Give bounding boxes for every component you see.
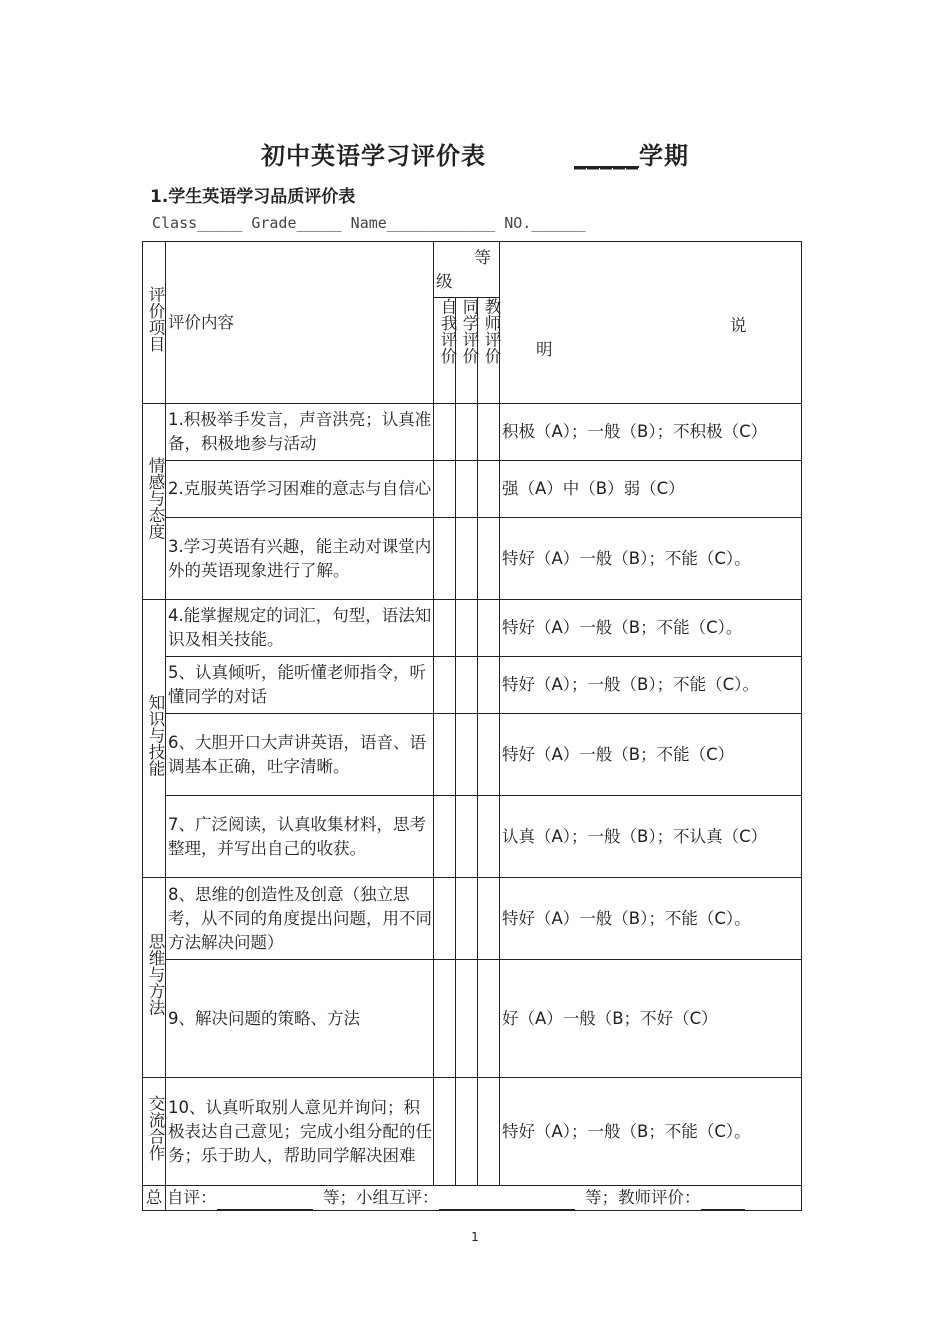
row-content: 5、认真倾听，能听懂老师指令，听懂同学的对话 bbox=[166, 657, 434, 714]
teacher-cell[interactable] bbox=[478, 600, 500, 657]
page-number: 1 bbox=[471, 1230, 479, 1244]
table-row bbox=[143, 1078, 802, 1186]
peer-cell[interactable] bbox=[456, 796, 478, 878]
group-score-blank[interactable] bbox=[439, 1191, 575, 1210]
teacher-cell[interactable] bbox=[478, 714, 500, 796]
table-row bbox=[143, 518, 802, 600]
self-cell[interactable] bbox=[434, 600, 456, 657]
student-info-line: Class_____ Grade_____ Name____________ NO.______ bbox=[152, 214, 586, 232]
table-row bbox=[143, 714, 802, 796]
peer-cell[interactable] bbox=[456, 657, 478, 714]
self-cell[interactable] bbox=[434, 714, 456, 796]
summary-content bbox=[166, 1186, 802, 1211]
table-row bbox=[143, 960, 802, 1078]
row-content: 9、解决问题的策略、方法 bbox=[166, 960, 434, 1078]
summary-teacher-label: 等；教师评价： bbox=[585, 1188, 701, 1207]
row-desc: 特好（A）一般（B；不能（C）。 bbox=[500, 600, 802, 657]
self-cell[interactable] bbox=[434, 404, 456, 461]
peer-cell[interactable] bbox=[456, 878, 478, 960]
row-desc: 特好（A）；一般（B；不能（C）。 bbox=[500, 1078, 802, 1186]
row-content: 7、广泛阅读，认真收集材料，思考整理，并写出自己的收获。 bbox=[166, 796, 434, 878]
peer-cell[interactable] bbox=[456, 714, 478, 796]
table-row bbox=[143, 404, 802, 461]
row-content: 8、思维的创造性及创意（独立思考，从不同的角度提出问题，用不同方法解决问题） bbox=[166, 878, 434, 960]
self-cell[interactable] bbox=[434, 1078, 456, 1186]
teacher-score-blank[interactable] bbox=[701, 1191, 745, 1210]
teacher-cell[interactable] bbox=[478, 657, 500, 714]
header-category: 评价项目 bbox=[143, 242, 166, 404]
row-desc: 特好（A）；一般（B）；不能（C）。 bbox=[500, 657, 802, 714]
teacher-cell[interactable] bbox=[478, 518, 500, 600]
header-grade: 等 级 bbox=[434, 242, 500, 298]
header-content: 评价内容 bbox=[166, 242, 434, 404]
peer-cell[interactable] bbox=[456, 518, 478, 600]
row-desc: 认真（A）；一般（B）；不认真（C） bbox=[500, 796, 802, 878]
row-content: 10、认真听取别人意见并询问；积极表达自己意见；完成小组分配的任务；乐于助人，帮助同学解决困难 bbox=[166, 1078, 434, 1186]
teacher-cell[interactable] bbox=[478, 960, 500, 1078]
row-content: 3.学习英语有兴趣，能主动对课堂内外的英语现象进行了解。 bbox=[166, 518, 434, 600]
row-desc: 特好（A）一般（B）；不能（C）。 bbox=[500, 878, 802, 960]
table-row bbox=[143, 600, 802, 657]
summary-row bbox=[143, 1186, 802, 1211]
title-text: 初中英语学习评价表 bbox=[261, 142, 486, 170]
self-cell[interactable] bbox=[434, 878, 456, 960]
peer-cell[interactable] bbox=[456, 600, 478, 657]
table-row bbox=[143, 657, 802, 714]
teacher-cell[interactable] bbox=[478, 878, 500, 960]
peer-cell[interactable] bbox=[456, 461, 478, 518]
category-cell: 情感与态度 bbox=[143, 404, 166, 600]
category-cell: 思维与方法 bbox=[143, 878, 166, 1078]
header-note: 说 明 bbox=[500, 242, 802, 404]
row-desc: 特好（A）一般（B；不能（C） bbox=[500, 714, 802, 796]
row-desc: 好（A）一般（B；不好（C） bbox=[500, 960, 802, 1078]
header-self: 自我评价 bbox=[434, 298, 456, 404]
teacher-cell[interactable] bbox=[478, 1078, 500, 1186]
self-cell[interactable] bbox=[434, 518, 456, 600]
self-cell[interactable] bbox=[434, 461, 456, 518]
summary-self-label: 自评： bbox=[167, 1188, 217, 1207]
table-row bbox=[143, 878, 802, 960]
row-content: 2.克服英语学习困难的意志与自信心 bbox=[166, 461, 434, 518]
summary-label: 总 bbox=[143, 1186, 166, 1211]
row-desc: 强（A）中（B）弱（C） bbox=[500, 461, 802, 518]
peer-cell[interactable] bbox=[456, 404, 478, 461]
peer-cell[interactable] bbox=[456, 1078, 478, 1186]
category-cell: 交流合作 bbox=[143, 1078, 166, 1186]
table-row bbox=[143, 461, 802, 518]
peer-cell[interactable] bbox=[456, 960, 478, 1078]
self-cell[interactable] bbox=[434, 960, 456, 1078]
header-peer: 同学评价 bbox=[456, 298, 478, 404]
evaluation-table bbox=[142, 241, 802, 1211]
self-score-blank[interactable] bbox=[217, 1191, 313, 1210]
self-cell[interactable] bbox=[434, 657, 456, 714]
table-row bbox=[143, 796, 802, 878]
teacher-cell[interactable] bbox=[478, 796, 500, 878]
row-desc: 特好（A）一般（B）；不能（C）。 bbox=[500, 518, 802, 600]
header-teacher: 教师评价 bbox=[478, 298, 500, 404]
teacher-cell[interactable] bbox=[478, 461, 500, 518]
table-subtitle: 1.学生英语学习品质评价表 bbox=[150, 187, 356, 207]
teacher-cell[interactable] bbox=[478, 404, 500, 461]
term-suffix: 学期 bbox=[639, 142, 689, 170]
row-content: 4.能掌握规定的词汇，句型，语法知识及相关技能。 bbox=[166, 600, 434, 657]
term-blank: _____ bbox=[574, 142, 639, 170]
page-title bbox=[0, 136, 950, 171]
summary-group-label: 等；小组互评： bbox=[323, 1188, 439, 1207]
row-content: 6、大胆开口大声讲英语，语音、语调基本正确，吐字清晰。 bbox=[166, 714, 434, 796]
self-cell[interactable] bbox=[434, 796, 456, 878]
row-content: 1.积极举手发言，声音洪亮；认真准备，积极地参与活动 bbox=[166, 404, 434, 461]
row-desc: 积极（A）；一般（B）；不积极（C） bbox=[500, 404, 802, 461]
category-cell: 知识与技能 bbox=[143, 600, 166, 878]
